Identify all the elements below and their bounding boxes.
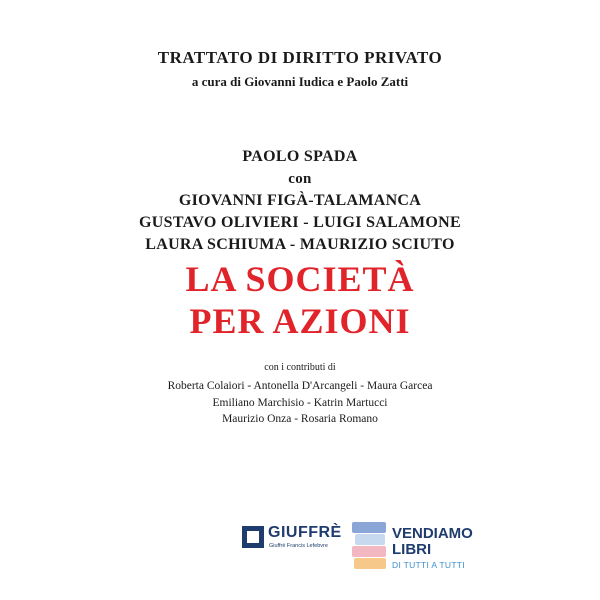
series-editors: a cura di Giovanni Iudica e Paolo Zatti [191,74,409,89]
publisher-subtitle: Giuffrè Francis Lefebvre [269,543,328,549]
contributor-line: Emiliano Marchisio - Katrin Martucci [212,396,388,409]
book-title-line: LA SOCIETÀ [185,259,415,299]
book-icon [352,522,386,533]
contributors-block [0,378,600,428]
coauthor-line: LAURA SCHIUMA - MAURIZIO SCIUTO [145,236,455,253]
badge-tagline: DI TUTTI A TUTTI [392,560,465,570]
badge-line: LIBRI [392,541,432,558]
main-author: PAOLO SPADA [242,148,358,165]
contributor-line: Roberta Colaiori - Antonella D'Arcangeli - Maura Garcea [167,380,433,392]
con-label: con [288,171,312,187]
book-icon [355,534,385,545]
publisher-name: GIUFFRÈ [268,524,342,541]
book-title-line: PER AZIONI [189,301,411,341]
coauthor-line: GIOVANNI FIGÀ-TALAMANCA [178,192,422,209]
contributor-line: Maurizio Onza - Rosaria Romano [222,413,378,425]
contributions-intro: con i contributi di [264,362,336,373]
book-stack-icon [352,520,386,570]
book-icon [354,558,386,569]
book-icon [352,546,386,557]
vendiamo-libri-logo [392,526,473,570]
authors-block [0,146,600,256]
book-title [0,258,600,342]
coauthor-line: GUSTAVO OLIVIERI - LUIGI SALAMONE [139,214,461,231]
publisher-mark-icon [242,526,264,548]
series-title: TRATTATO DI DIRITTO PRIVATO [157,48,443,67]
publisher-logo [242,524,342,550]
badge-line: VENDIAMO [392,525,473,542]
